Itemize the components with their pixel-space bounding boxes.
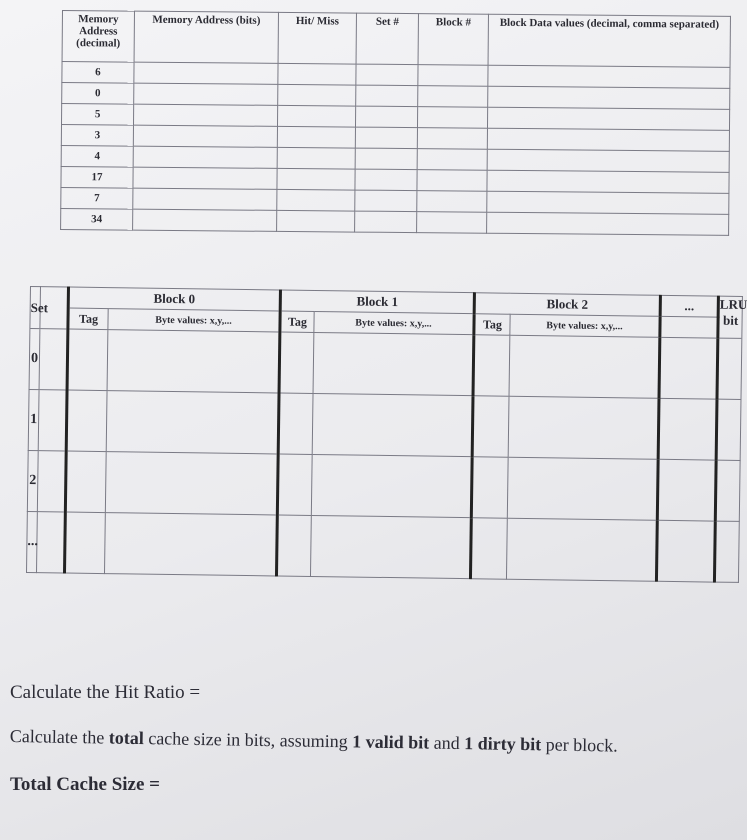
empty-cache-cell xyxy=(310,515,471,578)
empty-answer-cell xyxy=(355,169,417,191)
empty-answer-cell xyxy=(133,167,277,189)
empty-cache-cell xyxy=(37,451,66,512)
address-decimal-cell: 6 xyxy=(62,62,134,84)
empty-answer-cell xyxy=(277,147,355,169)
cache-set-row xyxy=(29,329,742,400)
empty-answer-cell xyxy=(417,128,487,150)
empty-cache-cell xyxy=(105,452,278,515)
cache-set-row xyxy=(26,511,739,582)
set-header: Set xyxy=(30,287,41,329)
address-decimal-cell: 4 xyxy=(61,145,133,167)
address-decimal-cell: 0 xyxy=(62,83,134,105)
size-bold-total: total xyxy=(108,727,144,749)
address-decimal-cell: 5 xyxy=(62,104,134,126)
empty-cache-cell xyxy=(656,520,715,582)
empty-answer-cell xyxy=(133,146,277,168)
empty-answer-cell xyxy=(355,190,417,212)
empty-answer-cell xyxy=(417,149,487,171)
empty-cache-cell xyxy=(36,512,65,573)
access-row xyxy=(61,208,729,235)
empty-cache-cell xyxy=(658,398,717,460)
empty-cache-cell xyxy=(276,515,311,576)
empty-cache-cell xyxy=(66,390,107,452)
empty-answer-cell xyxy=(417,170,487,192)
empty-answer-cell xyxy=(277,189,355,211)
empty-answer-cell xyxy=(278,84,356,106)
header-block-data-values: Block Data values (decimal, comma separated) xyxy=(488,14,730,67)
empty-cache-cell xyxy=(38,390,67,451)
empty-answer-cell xyxy=(417,191,487,213)
empty-cache-cell xyxy=(67,329,108,391)
block-0-header: Block 0 xyxy=(68,287,280,311)
empty-answer-cell xyxy=(277,168,355,190)
access-header-row xyxy=(62,11,730,68)
block-0-bytes-label: Byte values: x,y,... xyxy=(108,309,280,332)
empty-answer-cell xyxy=(134,83,278,105)
size-text-1: Calculate the xyxy=(9,726,109,748)
empty-answer-cell xyxy=(417,212,487,234)
empty-cache-cell xyxy=(106,391,279,454)
empty-cache-cell xyxy=(312,393,473,456)
total-cache-size-label: Total Cache Size = xyxy=(10,774,160,795)
set-number-cell: ... xyxy=(26,511,37,572)
empty-cache-cell xyxy=(657,459,716,521)
empty-answer-cell xyxy=(417,107,487,129)
address-decimal-cell: 34 xyxy=(61,208,133,230)
size-bold-valid-bit: 1 valid bit xyxy=(352,731,430,753)
header-address-bits: Memory Address (bits) xyxy=(134,11,278,63)
empty-cache-cell xyxy=(717,338,742,399)
empty-answer-cell xyxy=(355,106,417,128)
set-number-cell: 0 xyxy=(29,329,40,390)
empty-answer-cell xyxy=(277,126,355,148)
empty-answer-cell xyxy=(355,127,417,149)
empty-cache-cell xyxy=(278,393,313,454)
empty-answer-cell xyxy=(356,64,418,86)
empty-cache-cell xyxy=(472,396,509,457)
memory-access-table xyxy=(60,10,731,236)
empty-answer-cell xyxy=(418,86,488,108)
empty-cache-cell xyxy=(64,512,105,574)
address-decimal-cell: 3 xyxy=(61,125,133,147)
empty-cache-cell xyxy=(279,332,314,393)
empty-answer-cell xyxy=(356,85,418,107)
block-1-tag-label: Tag xyxy=(280,311,314,332)
address-decimal-cell: 17 xyxy=(61,166,133,188)
empty-cache-cell xyxy=(39,329,68,390)
empty-answer-cell xyxy=(133,104,277,126)
size-bold-dirty-bit: 1 dirty bit xyxy=(464,733,542,755)
empty-cache-cell xyxy=(716,399,741,460)
empty-cache-cell xyxy=(313,332,474,395)
hit-ratio-prompt: Calculate the Hit Ratio = xyxy=(10,682,201,703)
block-1-bytes-label: Byte values: x,y,... xyxy=(314,311,474,334)
total-cache-size-prompt xyxy=(10,774,160,796)
block-2-header: Block 2 xyxy=(474,293,660,317)
empty-cache-cell xyxy=(471,457,508,518)
set-number-cell: 2 xyxy=(27,450,38,511)
block-1-header: Block 1 xyxy=(280,290,474,314)
empty-answer-cell xyxy=(487,170,729,193)
empty-answer-cell xyxy=(418,65,488,87)
empty-cache-cell xyxy=(470,518,507,579)
set-number-cell: 1 xyxy=(28,389,39,450)
empty-cache-cell xyxy=(509,335,660,398)
empty-answer-cell xyxy=(488,86,730,109)
empty-answer-cell xyxy=(487,128,729,151)
lru-bit-header: LRU bit xyxy=(718,296,743,338)
empty-cache-cell xyxy=(714,521,739,582)
block-2-tag-label: Tag xyxy=(474,314,510,336)
empty-cache-cell xyxy=(65,451,106,513)
cache-set-row xyxy=(28,389,741,460)
header-hit-miss: Hit/ Miss xyxy=(278,12,356,64)
more-blocks-subheader xyxy=(660,316,718,338)
empty-answer-cell xyxy=(133,209,277,231)
empty-answer-cell xyxy=(487,191,729,214)
empty-cache-cell xyxy=(277,454,312,515)
empty-answer-cell xyxy=(488,65,730,88)
empty-answer-cell xyxy=(277,105,355,127)
empty-answer-cell xyxy=(278,63,356,85)
header-set-number: Set # xyxy=(356,13,418,65)
size-text-2: cache size in bits, assuming xyxy=(143,728,353,752)
empty-answer-cell xyxy=(487,212,729,235)
cache-table xyxy=(26,286,747,583)
header-block-number: Block # xyxy=(418,14,488,66)
empty-cache-cell xyxy=(715,460,740,521)
empty-cache-cell xyxy=(508,396,659,459)
empty-answer-cell xyxy=(355,211,417,233)
empty-answer-cell xyxy=(134,62,278,84)
header-address-decimal: Memory Address (decimal) xyxy=(62,11,134,63)
empty-cache-cell xyxy=(107,330,280,393)
empty-cache-cell xyxy=(507,457,658,520)
empty-cache-cell xyxy=(473,335,510,396)
empty-cache-cell xyxy=(311,454,472,517)
cache-size-prompt xyxy=(10,726,618,757)
empty-answer-cell xyxy=(355,148,417,170)
empty-cache-cell xyxy=(104,513,277,576)
empty-answer-cell xyxy=(487,107,729,130)
block-2-bytes-label: Byte values: x,y,... xyxy=(510,314,660,337)
size-text-3: and xyxy=(429,732,465,754)
empty-answer-cell xyxy=(133,188,277,210)
empty-answer-cell xyxy=(277,210,355,232)
more-blocks-header: ... xyxy=(660,295,718,317)
size-text-4: per block. xyxy=(541,734,618,756)
empty-cache-cell xyxy=(659,337,718,399)
address-decimal-cell: 7 xyxy=(61,187,133,209)
block-0-tag-label: Tag xyxy=(68,308,108,330)
cache-set-row xyxy=(27,450,740,521)
empty-cache-cell xyxy=(506,518,657,581)
empty-answer-cell xyxy=(487,149,729,172)
empty-answer-cell xyxy=(133,125,277,147)
